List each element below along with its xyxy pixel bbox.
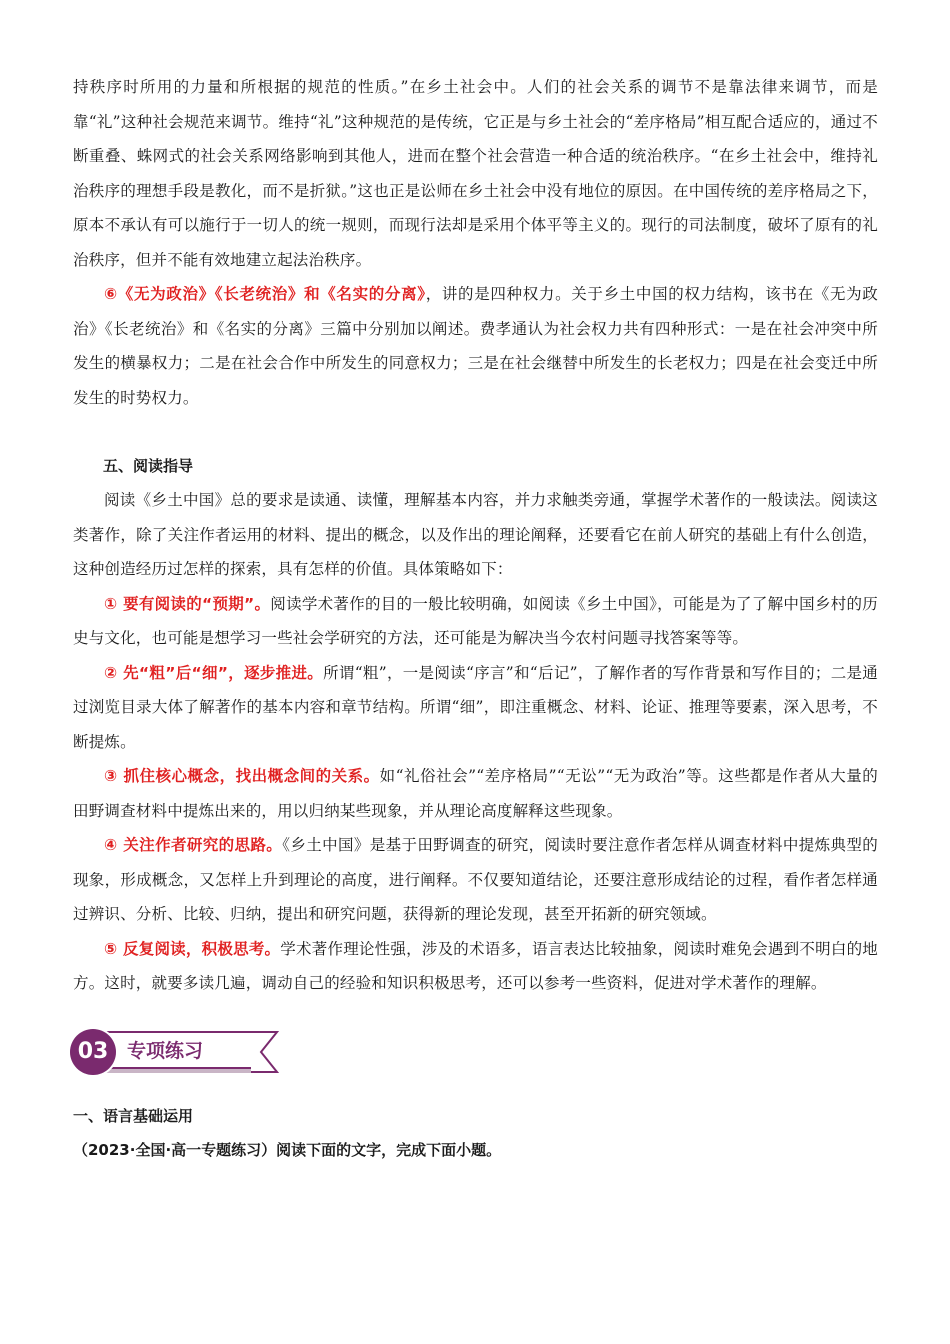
paragraph-li-order: 持秩序时所用的力量和所根据的规范的性质。”在乡土社会中。人们的社会关系的调节不是靠法律来调节，而是靠“礼”这种社会规范来调节。维持“礼”这种规范的是传统，它正是与乡土社会的“差序格局”相互配合适应的，通过不断重叠、蛛网式的社会关系网络影响到其他人，进而在整个社会营造一种合适的统治秩序。“在乡土社会中，维持礼治秩序的理想手段是教化，而不是折狱。”这也正是讼师在乡土社会中没有地位的原因。在中国传统的差序格局之下，原本不承认有可以施行于一切人的统一规则，而现行法却是采用个体平等主义的。现行的司法制度，破坏了原有的礼治秩序，但并不能有效地建立起法治秩序。 (73, 78, 878, 269)
section-badge-label: 专项练习 (103, 1031, 253, 1069)
strategy-text: 如“礼俗社会”“差序格局”“无讼”“无为政治”等。这些都是作者从大量的田野调查材料中提炼出来的，用以归纳某些现象，并从理论高度解释这些现象。 (73, 767, 878, 820)
strategy-highlight: ② 先“粗”后“细”，逐步推进。 (104, 663, 324, 682)
strategy-highlight: ⑤ 反复阅读，积极思考。 (104, 939, 281, 958)
badge-arrow-icon (251, 1031, 279, 1073)
strategy-highlight: ① 要有阅读的“预期”。 (104, 594, 271, 613)
document-page (73, 70, 878, 1167)
strategy-text: 学术著作理论性强，涉及的术语多，语言表达比较抽象，阅读时难免会遇到不明白的地方。这时，就要多读几遍，调动自己的经验和知识积极思考，还可以参考一些资料，促进对学术著作的理解。 (73, 939, 878, 992)
practice-source-line: （2023·全国·高一专题练习）阅读下面的文字，完成下面小题。 (73, 1140, 502, 1159)
strategy-item-3 (73, 759, 878, 828)
body-text: ，讲的是四种权力。关于乡土中国的权力结构，该书在《无为政治》《长老统治》和《名实的分离》三篇中分别加以阐述。费孝通认为社会权力共有四种形式：一是在社会冲突中所发生的横暴权力；二是在社会合作中所发生的同意权力；三是在社会继替中所发生的长老权力；四是在社会变迁中所发生的时势权力。 (73, 285, 878, 407)
strategy-item-2 (73, 656, 878, 760)
section-number-badge: 03 (70, 1029, 116, 1075)
strategy-highlight: ③ 抓住核心概念，找出概念间的关系。 (104, 767, 380, 785)
section-heading-reading-guide: 五、阅读指导 (103, 457, 194, 475)
strategy-highlight: ④ 关注作者研究的思路。 (104, 836, 283, 854)
practice-heading: 一、语言基础运用 (73, 1106, 194, 1125)
section-badge (73, 1029, 878, 1081)
strategy-text: 《乡土中国》是基于田野调查的研究，阅读时要注意作者怎样从调查材料中提炼典型的现象，形成概念，又怎样上升到理论的高度，进行阐释。不仅要知道结论，还要注意形成结论的过程，看作者怎样通过辨识、分析、比较、归纳，提出和研究问题，获得新的理论发现，甚至开拓新的研究领域。 (73, 836, 879, 923)
strategy-text: 阅读学术著作的目的一般比较明确，如阅读《乡土中国》，可能是为了了解中国乡村的历史与文化，也可能是想学习一些社会学研究的方法，还可能是为解决当今农村问题寻找答案等等。 (73, 594, 878, 647)
highlight-text: ⑥《无为政治》《长老统治》和《名实的分离》 (104, 285, 426, 303)
strategy-item-4 (73, 828, 878, 932)
strategy-item-1 (73, 587, 878, 656)
paragraph-reading-intro: 阅读《乡土中国》总的要求是读通、读懂，理解基本内容，并力求触类旁通，掌握学术著作的一般读法。阅读这类著作，除了关注作者运用的材料、提出的概念，以及作出的理论阐释，还要看它在前人研究的基础上有什么创造，这种创造经历过怎样的探索，具有怎样的价值。具体策略如下： (73, 491, 878, 578)
paragraph-four-powers (73, 277, 878, 415)
strategy-text: 所谓“粗”，一是阅读“序言”和“后记”，了解作者的写作背景和写作目的；二是通过浏览目录大体了解著作的基本内容和章节结构。所谓“细”，即注重概念、材料、论证、推理等要素，深入思考，不断提炼。 (73, 663, 878, 751)
strategy-item-5 (73, 932, 878, 1001)
